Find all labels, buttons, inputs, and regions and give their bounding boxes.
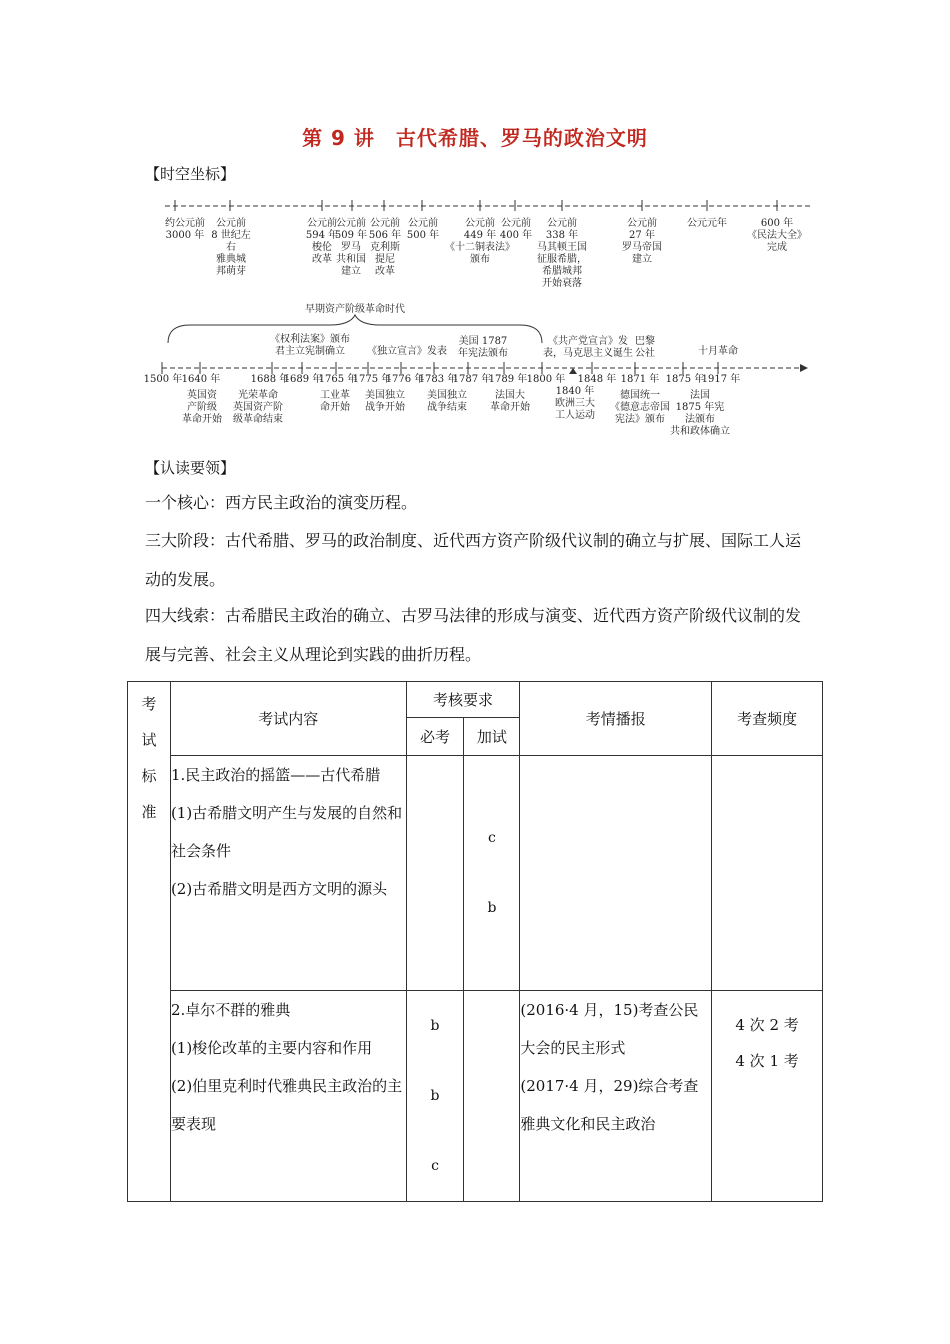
timeline-year-label: 1640 年 bbox=[181, 374, 221, 385]
timeline-event-label: 法国 1875 年宪 法颁布 共和政体确立 bbox=[670, 390, 730, 437]
row-1-required bbox=[406, 756, 464, 991]
timeline-1840-marker-icon bbox=[569, 368, 577, 374]
timeline-year-label: 1800 年 bbox=[526, 374, 566, 385]
row-2-extra bbox=[464, 991, 520, 1202]
reading-core: 一个核心：西方民主政治的演变历程。 bbox=[145, 493, 418, 512]
timeline-event-label: 工业革 命开始 bbox=[320, 390, 350, 413]
row-2-frequency: 4 次 2 考 4 次 1 考 bbox=[712, 991, 823, 1202]
timeline-year-label: 1787 年 bbox=[452, 374, 492, 385]
row-1-extra: c b bbox=[464, 756, 520, 991]
row-1-frequency bbox=[712, 756, 823, 991]
timeline-year-label: 1688 年 bbox=[250, 374, 290, 385]
timeline-event-label: 德国统一 《德意志帝国 宪法》颁布 bbox=[610, 390, 670, 425]
timeline-year-label: 1875 年 bbox=[665, 374, 705, 385]
timeline-year-label: 1848 年 bbox=[577, 374, 617, 385]
row-1-report bbox=[520, 756, 712, 991]
timeline-year-label: 1776 年 bbox=[385, 374, 425, 385]
timeline-event-label: 巴黎 公社 bbox=[635, 336, 655, 359]
timeline-year-label: 1689 年 bbox=[283, 374, 323, 385]
timeline-event-label: 美国独立 战争结束 bbox=[427, 390, 467, 413]
header-report: 考情播报 bbox=[520, 682, 712, 756]
timeline-event-label: 英国资 产阶级 革命开始 bbox=[182, 390, 222, 425]
timeline-top-label: 公元元年 bbox=[687, 218, 727, 229]
section-timeline-heading: 【时空坐标】 bbox=[145, 165, 236, 183]
timeline-top-label: 公元前 338 年 马其顿王国 征服希腊， 希腊城邦 开始衰落 bbox=[537, 218, 587, 289]
reading-stages: 三大阶段：古代希腊、罗马的政治制度、近代西方资产阶级代议制的确立与扩展、国际工人运动的发展。 bbox=[145, 531, 802, 589]
timeline-event-label: 美国 1787 年宪法颁布 bbox=[458, 336, 508, 359]
timeline-top-label: 600 年 《民法大全》 完成 bbox=[747, 218, 807, 253]
row-2-required: b b c bbox=[406, 991, 464, 1202]
timeline-event-label: 《共产党宣言》发 表，马克思主义诞生 bbox=[543, 336, 633, 359]
header-requirement: 考核要求 bbox=[406, 682, 520, 718]
timeline-year-label: 1783 年 bbox=[418, 374, 458, 385]
timeline-event-label: 1840 年 欧洲三大 工人运动 bbox=[555, 386, 595, 421]
reading-threads: 四大线索：古希腊民主政治的确立、古罗马法律的形成与演变、近代西方资产阶级代议制的发展与完善、社会主义从理论到实践的曲折历程。 bbox=[145, 606, 802, 664]
exam-standard-table bbox=[127, 681, 823, 1202]
timeline-event-label: 法国大 革命开始 bbox=[490, 390, 530, 413]
timeline-year-label: 1789 年 bbox=[488, 374, 528, 385]
timeline-year-label: 1775 年 bbox=[352, 374, 392, 385]
timeline-top-label: 公元前 594 年 梭伦 改革 bbox=[305, 218, 339, 265]
timeline-top-label: 公元前 27 年 罗马帝国 建立 bbox=[622, 218, 662, 265]
row-2-content: 2.卓尔不群的雅典 (1)梭伦改革的主要内容和作用 (2)伯里克利时代雅典民主政治的主要表现 bbox=[170, 991, 406, 1202]
timeline-top-label: 约公元前 3000 年 bbox=[165, 218, 205, 241]
timeline-event-label: 《权利法案》颁布 君主立宪制确立 bbox=[270, 334, 350, 357]
timeline-top-label: 公元前 8 世纪左右 雅典城 邦萌芽 bbox=[211, 218, 251, 277]
header-frequency: 考查频度 bbox=[712, 682, 823, 756]
timeline-year-label: 1765 年 bbox=[318, 374, 358, 385]
header-required: 必考 bbox=[406, 718, 464, 756]
timeline-top-label: 公元前 449 年 《十二铜表法》 颁布 bbox=[445, 218, 515, 265]
page-title: 第 9 讲 古代希腊、罗马的政治文明 bbox=[302, 126, 648, 150]
timeline-year-label: 1917 年 bbox=[701, 374, 741, 385]
row-2-report: (2016·4 月，15)考查公民大会的民主形式 (2017·4 月，29)综合考查雅典文化和民主政治 bbox=[520, 991, 712, 1202]
timeline-year-label: 1500 年 bbox=[143, 374, 183, 385]
timeline-event-label: 美国独立 战争开始 bbox=[365, 390, 405, 413]
timeline-top-label: 公元前 500 年 bbox=[406, 218, 440, 241]
exam-standard-side-label: 考 试 标 准 bbox=[128, 682, 171, 1202]
timeline-top-label: 公元前 509 年 罗马 共和国 建立 bbox=[334, 218, 368, 277]
timeline-top-label: 公元前 400 年 bbox=[499, 218, 533, 241]
timeline-event-label: 十月革命 bbox=[698, 346, 738, 357]
timeline-year-label: 1871 年 bbox=[620, 374, 660, 385]
header-extra: 加试 bbox=[464, 718, 520, 756]
row-1-content: 1.民主政治的摇篮——古代希腊 (1)古希腊文明产生与发展的自然和社会条件 (2)古希腊文明是西方文明的源头 bbox=[170, 756, 406, 991]
timeline-event-label: 《独立宣言》发表 bbox=[367, 346, 447, 357]
timeline-event-label: 光荣革命 英国资产阶 级革命结束 bbox=[233, 390, 283, 425]
header-content: 考试内容 bbox=[170, 682, 406, 756]
timeline-arrow-icon bbox=[800, 364, 808, 372]
timeline-era-label: 早期资产阶级革命时代 bbox=[305, 304, 405, 315]
timeline-top-label: 公元前 506 年 克利斯 提尼 改革 bbox=[368, 218, 402, 277]
section-reading-heading: 【认读要领】 bbox=[145, 459, 236, 477]
